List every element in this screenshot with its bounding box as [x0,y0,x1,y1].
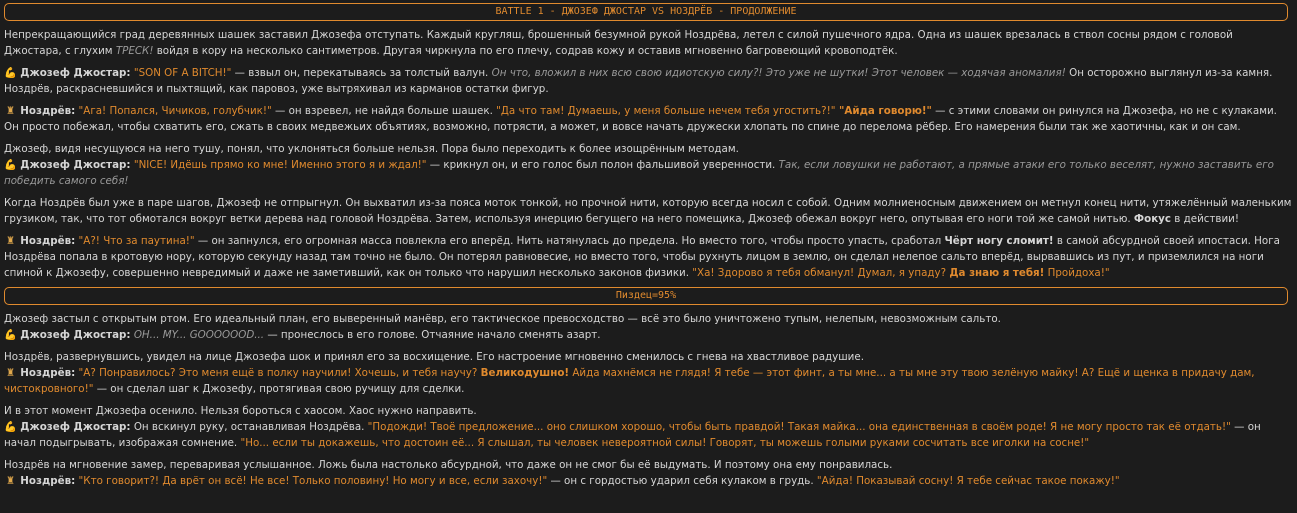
speaker-nozdrev: Ноздрёв: [20,105,76,117]
battle-title-banner: BATTLE 1 - ДЖОЗЕФ ДЖОСТАР VS НОЗДРЁВ - ПРОДОЛЖЕНИЕ [4,3,1288,21]
nozdrev-line: ♜ Ноздрёв: "Ага! Попался, Чичиков, голубчик!" — он взревел, не найдя больше шашек. "Да что там! Думаешь, у меня больше нечем тебя угостить?!" "Айда говорю!" — с этими словами он ринулся на Джозефа, но не с кулаками. Он просто побежал, чтобы схватить его, сжать в своих медвежьих объятиях, возможно, потрясти, а может, и вовсе начать дружески хлопать по спине до перелома рёбер. Его намерения были так же хаотичны, как и он сам. [4,105,1277,133]
joseph-line: 💪 Джозеф Джостар: "NICE! Идёшь прямо ко мне! Именно этого я и ждал!" — крикнул он, и его голос был полон фальшивой уверенности. Так, если ловушки не работают, а прямые атаки его только веселят, нужно заставить его победить самого себя! [4,159,1274,187]
nozdrev-line: ♜ Ноздрёв: "Кто говорит?! Да врёт он всё! Не все! Только половину! Но могу и все, если захочу!" — он с гордостью ударил себя кулаком в грудь. "Айда! Показывай сосну! Я тебе сейчас такое покажу!" [5,475,1120,487]
nozdrev-line: ♜ Ноздрёв: "А? Понравилось? Это меня ещё в полку научили! Хочешь, и тебя научу? Великодушно! Айда махнёмся не глядя! Я тебе — этот финт, а ты мне... а ты мне эту твою зелёную майку! А? Ещё и щенка в придачу дам, чистокровного!" — он сделал шаг к Джозефу, протягивая свою ручищу для сделки. [4,367,1255,395]
speaker-nozdrev: Ноздрёв: [20,367,76,379]
castle-icon: ♜ [5,105,16,117]
narration-paragraph: Джозеф застыл с открытым ртом. Его идеальный план, его выверенный манёвр, его тактическое превосходство — всё это было уничтожено тупым, нелепым, невозможным сальто. [4,313,1001,325]
speaker-joseph: Джозеф Джостар: [20,421,131,433]
chaos-meter-banner: Пиздец=95% [4,287,1288,305]
speaker-joseph: Джозеф Джостар: [20,67,131,79]
castle-icon: ♜ [5,367,16,379]
speaker-nozdrev: Ноздрёв: [20,235,76,247]
flexed-biceps-icon: 💪 [4,329,17,341]
flexed-biceps-icon: 💪 [4,159,17,171]
joseph-line: 💪 Джозеф Джостар: ОН... MY... GOOOOOOD... — пронеслось в его голове. Отчаяние начало сменять азарт. [4,329,601,341]
narration-paragraph: Непрекращающийся град деревянных шашек заставил Джозефа отступать. Каждый кругляш, брошенный безумной рукой Ноздрёва, летел с силой пушечного ядра. Одна из шашек врезалась в ствол сосны рядом с головой Джостара, с глухим ТРЕСК! войдя в кору на несколько сантиметров. Другая чиркнула по его плечу, содрав кожу и оставив мгновенно багровеющий кровоподтёк. [4,29,1233,57]
flexed-biceps-icon: 💪 [4,67,17,79]
joseph-line: 💪 Джозеф Джостар: Он вскинул руку, останавливая Ноздрёва. "Подожди! Твоё предложение... оно слишком хорошо, чтобы быть правдой! Такая майка... она единственная в своём роде! Я не могу просто так её отдать!" — он начал подыгрывать, изображая сомнение. "Но... если ты докажешь, что достоин её... Я слышал, ты человек невероятной силы! Говорят, ты можешь голыми руками сосчитать все иголки на сосне!" [4,421,1261,449]
narration-paragraph: И в этот момент Джозефа осенило. Нельзя бороться с хаосом. Хаос нужно направить. [4,405,477,417]
castle-icon: ♜ [5,235,16,247]
narration-paragraph: Когда Ноздрёв был уже в паре шагов, Джозеф не отпрыгнул. Он выхватил из-за пояса моток тонкой, но прочной нити, которую всегда носил с собой. Одним молниеносным движением он метнул конец нити, утяжелённый маленьким грузиком, так, что тот обмотался вокруг ветки дерева над головой Ноздрёва. Затем, используя инерцию бегущего на него помещика, Джозеф обежал вокруг него, опутывая его ноги той же самой нитью. Фокус в действии! [4,197,1292,225]
speaker-nozdrev: Ноздрёв: [20,475,76,487]
joseph-line: 💪 Джозеф Джостар: "SON OF A BITCH!" — взвыл он, перекатываясь за толстый валун. Он что, вложил в них всю свою идиотскую силу?! Это уже не шутки! Этот человек — ходячая аномалия! Он осторожно выглянул из-за камня. Ноздрёв, раскрасневшийся и пыхтящий, как паровоз, уже вытряхивал из карманов остатки фигур. [4,67,1273,95]
narration-paragraph: Ноздрёв на мгновение замер, переваривая услышанное. Ложь была настолько абсурдной, что даже он не смог бы её выдумать. И поэтому она ему понравилась. [4,459,893,471]
nozdrev-line: ♜ Ноздрёв: "А?! Что за паутина!" — он запнулся, его огромная масса повлекла его вперёд. Нить натянулась до предела. Но вместо того, чтобы просто упасть, сработал Чёрт ногу сломит! в самой абсурдной своей ипостаси. Нога Ноздрёва попала в кротовую нору, которую секунду назад там точно не было. Он потерял равновесие, но вместо того, чтобы рухнуть лицом в землю, он сделал нелепое сальто вперёд, вырвавшись из пут, и приземлился на ноги спиной к Джозефу, совершенно невредимый и даже не заметивший, как он только что нарушил несколько законов физики. "Ха! Здорово я тебя обманул! Думал, я упаду? Да знаю я тебя! Пройдоха!" [4,235,1280,279]
speaker-joseph: Джозеф Джостар: [20,159,131,171]
flexed-biceps-icon: 💪 [4,421,17,433]
narration-paragraph: Ноздрёв, развернувшись, увидел на лице Джозефа шок и принял его за восхищение. Его настроение мгновенно сменилось с гнева на хвастливое радушие. [4,351,864,363]
speaker-joseph: Джозеф Джостар: [20,329,131,341]
narration-paragraph: Джозеф, видя несущуюся на него тушу, понял, что уклоняться больше нельзя. Пора было переходить к более изощрённым методам. [4,143,739,155]
castle-icon: ♜ [5,475,16,487]
